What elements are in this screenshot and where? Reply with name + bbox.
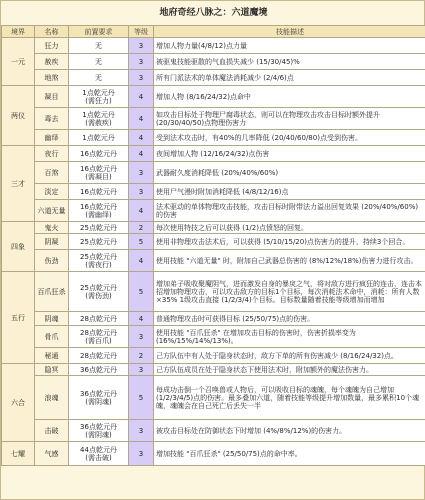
- skill-description: 所有门派法术的单体魔法消耗减少 (2/4/6)点: [154, 70, 425, 86]
- header-realm: 境界: [2, 26, 35, 38]
- header-level: 等级: [129, 26, 154, 38]
- skill-row: [2, 222, 425, 234]
- prereq-requirement: (需凝目): [85, 172, 112, 181]
- skill-name: 隐冥: [35, 364, 69, 376]
- skill-row: [2, 376, 425, 420]
- realm-cell: 一元: [2, 38, 35, 86]
- skill-description: 使用非物理攻击法术后，可以获得 (5/10/15/20)点伤害力的提升，持续3个回合。: [154, 234, 425, 250]
- skill-row: [2, 130, 425, 146]
- skill-name: 阴凝: [35, 234, 69, 250]
- skill-row: [2, 250, 425, 272]
- prereq-requirement: (需狂力): [85, 96, 112, 105]
- skill-row: [2, 442, 425, 466]
- skill-description: 增加人物 (8/16/24/32)点命中: [154, 86, 425, 108]
- skill-row: [2, 364, 425, 376]
- level-cell: 5: [129, 272, 154, 312]
- skill-name: 狂力: [35, 38, 69, 54]
- skills-table: [1, 25, 425, 466]
- skill-row: [2, 162, 425, 184]
- level-cell: 3: [129, 38, 154, 54]
- realm-cell: 七耀: [2, 442, 35, 466]
- level-cell: 3: [129, 70, 154, 86]
- prereq-requirement: (需幽绎): [85, 210, 112, 219]
- prereq-cell: [69, 442, 129, 466]
- prereq-text: 36点乾元丹: [80, 389, 117, 398]
- prereq-requirement: (需伤劲): [85, 291, 112, 300]
- header-prereq: 前置要求: [69, 26, 129, 38]
- prereq-cell: [69, 200, 129, 222]
- skill-name: 气感: [35, 442, 69, 466]
- skill-name: 六道无量: [35, 200, 69, 222]
- skill-name: 地煞: [35, 70, 69, 86]
- skill-description: 使用技能 "六道无量" 时，附加自己武器总伤害的 (8%/12%/18%)伤害力进行攻击。: [154, 250, 425, 272]
- prereq-requirement: (需夜行): [85, 260, 112, 269]
- skill-name: 阴魂: [35, 312, 69, 326]
- realm-cell: 五行: [2, 272, 35, 364]
- skill-row: [2, 348, 425, 364]
- skill-description: 增加人物力量(4/8/12)点力量: [154, 38, 425, 54]
- skill-name: 幽绎: [35, 130, 69, 146]
- prereq-text: 无: [95, 41, 102, 50]
- prereq-text: 36点乾元丹: [80, 422, 117, 431]
- skill-description: 增加技能 "百爪狂杀" (25/50/75)点的命中率。: [154, 442, 425, 466]
- prereq-text: 25点乾元丹: [80, 237, 117, 246]
- skill-name: 淡定: [35, 184, 69, 200]
- prereq-text: 28点乾元丹: [80, 328, 117, 337]
- skill-name: 浪魂: [35, 376, 69, 420]
- prereq-requirement: (需阴魂): [85, 430, 112, 439]
- skill-description: 受到法术攻击时，有40%的几率降低 (20/40/60/80)点受到伤害。: [154, 130, 425, 146]
- prereq-cell: [69, 420, 129, 442]
- skill-description: 增加弟子吸收聚魔阴气，进而激发自身的暴戾之气，将对敌方进行疯狂的连击，连击本招增加物理攻击，可以攻击敌方的目标1个目标，每次消耗法术命中，消耗：所有人数 ×35% 1级攻击直接 (1/2/3/4)个目标。目标数量随着技能等级增加而增加: [154, 272, 425, 312]
- prereq-cell: [69, 364, 129, 376]
- prereq-text: 无: [95, 73, 102, 82]
- skill-name: 秘通: [35, 348, 69, 364]
- prereq-cell: [69, 250, 129, 272]
- prereq-cell: [69, 70, 129, 86]
- header-name: 名称: [35, 26, 69, 38]
- prereq-text: 1点乾元丹: [82, 110, 115, 119]
- prereq-cell: [69, 38, 129, 54]
- skill-row: [2, 86, 425, 108]
- skill-description: 夜间增加人物 (12/16/24/32)点伤害: [154, 146, 425, 162]
- skill-row: [2, 420, 425, 442]
- skill-name: 击破: [35, 420, 69, 442]
- prereq-text: 1点乾元丹: [82, 133, 115, 142]
- prereq-cell: [69, 348, 129, 364]
- prereq-cell: [69, 108, 129, 130]
- prereq-requirement: (需击破): [85, 453, 112, 462]
- level-cell: 3: [129, 364, 154, 376]
- prereq-cell: [69, 234, 129, 250]
- prereq-text: 1点乾元丹: [82, 88, 115, 97]
- skill-name: 夜行: [35, 146, 69, 162]
- page-title: 地府奇经八脉之：六道魔境: [159, 8, 268, 18]
- skill-row: [2, 146, 425, 162]
- prereq-cell: [69, 222, 129, 234]
- prereq-text: 44点乾元丹: [80, 445, 117, 454]
- level-cell: 3: [129, 326, 154, 348]
- skill-description: 每成功击倒一个召唤兽或人物后，可以吸收目标的魂魄，每个魂魄为自己增加 (1/2/3/4/5)点的伤害。最多叠加六道，随着技能等级提升增加数量，最多累积10个魂魄，魂魄会在自己死亡后丢失一半: [154, 376, 425, 420]
- prereq-text: 25点乾元丹: [80, 283, 117, 292]
- prereq-cell: [69, 326, 129, 348]
- prereq-text: 28点乾元丹: [80, 314, 117, 323]
- realm-cell: 两仪: [2, 86, 35, 146]
- prereq-cell: [69, 162, 129, 184]
- skill-name: 赦疾: [35, 54, 69, 70]
- skill-description: 法术驱动的单体物理攻击技能，攻击目标时附带法力溢出回复效果 (20%/40%/60%)的伤害: [154, 200, 425, 222]
- prereq-text: 16点乾元丹: [80, 202, 117, 211]
- skill-name: 百煞: [35, 162, 69, 184]
- prereq-cell: [69, 312, 129, 326]
- level-cell: 3: [129, 162, 154, 184]
- level-cell: 2: [129, 222, 154, 234]
- realm-cell: 四象: [2, 222, 35, 272]
- level-cell: 3: [129, 54, 154, 70]
- skill-row: [2, 234, 425, 250]
- skill-row: [2, 70, 425, 86]
- level-cell: 5: [129, 376, 154, 420]
- skill-row: [2, 326, 425, 348]
- level-cell: 5: [129, 234, 154, 250]
- skill-description: 己方队伍中有人处于隐身状态时，敌方下单的所有伤害减少 (8/16/24/32)点。: [154, 348, 425, 364]
- skill-name: 伤劲: [35, 250, 69, 272]
- level-cell: 4: [129, 86, 154, 108]
- prereq-text: 16点乾元丹: [80, 149, 117, 158]
- prereq-cell: [69, 376, 129, 420]
- level-cell: 4: [129, 130, 154, 146]
- prereq-cell: [69, 272, 129, 312]
- skill-description: 被驱鬼技能驱散的气血损失减少 (15/30/45)%: [154, 54, 425, 70]
- prereq-cell: [69, 130, 129, 146]
- prereq-requirement: (需阴魂): [85, 397, 112, 406]
- skill-description: 武器耐久度消耗降低 (20%/40%/60%): [154, 162, 425, 184]
- skill-name: 凝目: [35, 86, 69, 108]
- level-cell: 3: [129, 420, 154, 442]
- realm-cell: 六合: [2, 364, 35, 442]
- skill-description: 每次使用特技之后可以获得 (1/2)点愤怒的回复。: [154, 222, 425, 234]
- skill-name: 鬼火: [35, 222, 69, 234]
- prereq-requirement: (需赦疾): [85, 118, 112, 127]
- skill-row: [2, 272, 425, 312]
- skill-row: [2, 54, 425, 70]
- skill-row: [2, 184, 425, 200]
- skill-description: 普通物理攻击时可获得目标 (25/50/75)点的伤害。: [154, 312, 425, 326]
- prereq-cell: [69, 86, 129, 108]
- skill-row: [2, 200, 425, 222]
- level-cell: 4: [129, 146, 154, 162]
- skill-description: 己方队伍成员在处于隐身状态下使用法术时，附加额外的魔法伤害力。: [154, 364, 425, 376]
- skill-row: [2, 312, 425, 326]
- skill-name: 百爪狂杀: [35, 272, 69, 312]
- header-row: [2, 26, 425, 38]
- prereq-requirement: (需百爪): [85, 336, 112, 345]
- level-cell: 4: [129, 250, 154, 272]
- skill-row: [2, 38, 425, 54]
- skill-description: 使用尸气漫时附加消耗降低 (4/8/12/16)点: [154, 184, 425, 200]
- realm-cell: 三才: [2, 146, 35, 222]
- skill-name: 毒去: [35, 108, 69, 130]
- prereq-cell: [69, 146, 129, 162]
- level-cell: 3: [129, 184, 154, 200]
- skill-description: 被攻击目标处在防御状态下时增加 (4%/8%/12%)的伤害力。: [154, 420, 425, 442]
- level-cell: 4: [129, 108, 154, 130]
- prereq-cell: [69, 184, 129, 200]
- level-cell: 4: [129, 200, 154, 222]
- skill-name: 骨爪: [35, 326, 69, 348]
- skill-description: 如攻击目标处于物理尸腐毒状态，则可以在物理攻击攻击目标时额外提升 (20/30/40/50)点物理伤害力: [154, 108, 425, 130]
- prereq-cell: [69, 54, 129, 70]
- prereq-text: 16点乾元丹: [80, 187, 117, 196]
- prereq-text: 25点乾元丹: [80, 252, 117, 261]
- level-cell: 2: [129, 348, 154, 364]
- prereq-text: 无: [95, 57, 102, 66]
- prereq-text: 28点乾元丹: [80, 351, 117, 360]
- prereq-text: 36点乾元丹: [80, 365, 117, 374]
- level-cell: 4: [129, 312, 154, 326]
- skill-row: [2, 108, 425, 130]
- skills-body: [2, 38, 425, 466]
- level-cell: 3: [129, 442, 154, 466]
- skill-description: 使用技能 "百爪狂杀" 在增加攻击目标的伤害时，伤害折损率变为 (16%/15%/14%/13%)。: [154, 326, 425, 348]
- prereq-text: 16点乾元丹: [80, 164, 117, 173]
- prereq-text: 25点乾元丹: [80, 223, 117, 232]
- header-desc: 技能描述: [154, 26, 425, 38]
